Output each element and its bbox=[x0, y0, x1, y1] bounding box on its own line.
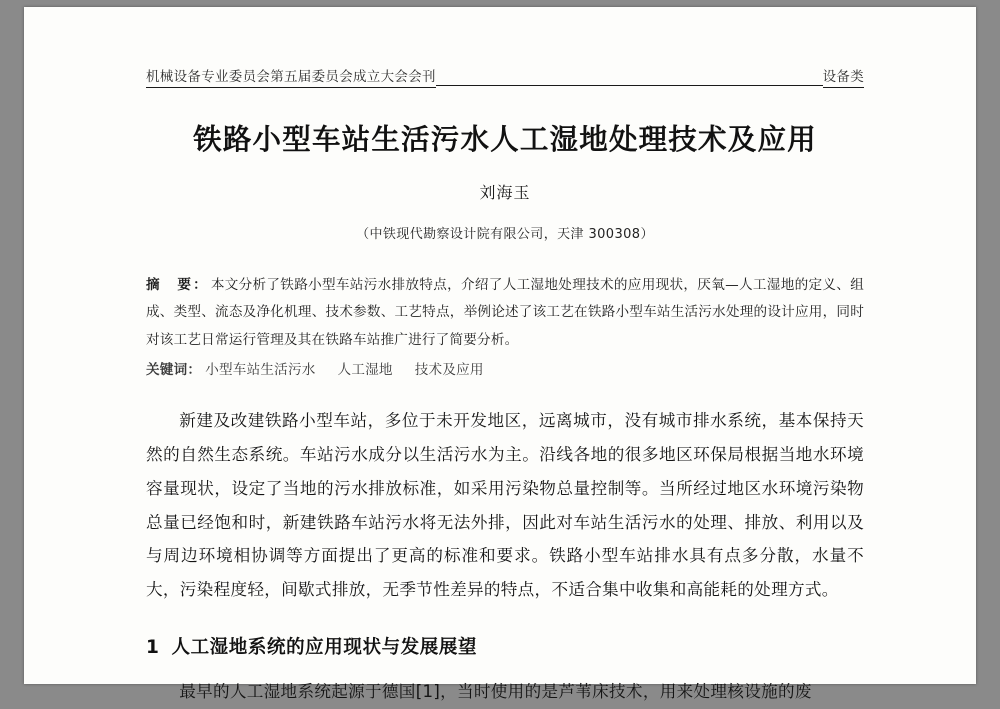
author-affiliation: （中铁现代勘察设计院有限公司，天津 300308） bbox=[356, 226, 654, 242]
running-header-rule bbox=[436, 85, 823, 86]
abstract-label: 摘 要： bbox=[146, 276, 209, 293]
page-title: 铁路小型车站生活污水人工湿地处理技术及应用 bbox=[193, 123, 817, 156]
abstract-text: 本文分析了铁路小型车站污水排放特点，介绍了人工湿地处理技术的应用现状，厌氧—人工湿地的定义、组成、类型、流态及净化机理、技术参数、工艺特点，举例论述了该工艺在铁路小型车站生活污水处理的设计应用，同时对该工艺日常运行管理及其在铁路车站推广进行了简要分析。 bbox=[146, 276, 865, 348]
page-content bbox=[146, 65, 864, 709]
abstract-block bbox=[146, 272, 864, 354]
document-page bbox=[24, 7, 976, 702]
keyword-item: 技术及应用 bbox=[414, 361, 484, 378]
body-paragraph: 新建及改建铁路小型车站，多位于未开发地区，远离城市，没有城市排水系统，基本保持天然的自然生态系统。车站污水成分以生活污水为主。沿线各地的很多地区环保局根据当地水环境容量现状，设定了当地的污水排放标准，如采用污染物总量控制等。当所经过地区水环境污染物总量已经饱和时，新建铁路车站污水将无法外排，因此对车站生活污水的处理、排放、利用以及与周边环境相协调等方面提出了更高的标准和要求。铁路小型车站排水具有点多分散，水量不大，污染程度轻，间歇式排放，无季节性差异的特点，不适合集中收集和高能耗的处理方式。 bbox=[146, 410, 864, 600]
running-header-left: 机械设备专业委员会第五届委员会成立大会会刊 bbox=[146, 65, 436, 88]
keyword-item: 人工湿地 bbox=[337, 361, 393, 378]
section-paragraph: 最早的人工湿地系统起源于德国[1]，当时使用的是芦苇床技术，用来处理核设施的废 bbox=[179, 682, 812, 702]
section-title: 人工湿地系统的应用现状与发展展望 bbox=[171, 637, 478, 659]
keywords-block bbox=[146, 358, 864, 378]
section-heading-1 bbox=[146, 633, 864, 659]
section-number: 1 bbox=[146, 637, 160, 659]
keyword-item: 小型车站生活污水 bbox=[205, 361, 316, 378]
running-header bbox=[146, 65, 864, 88]
running-header-right: 设备类 bbox=[823, 65, 864, 88]
author-name: 刘海玉 bbox=[479, 182, 531, 202]
keywords-label: 关键词： bbox=[146, 361, 202, 378]
